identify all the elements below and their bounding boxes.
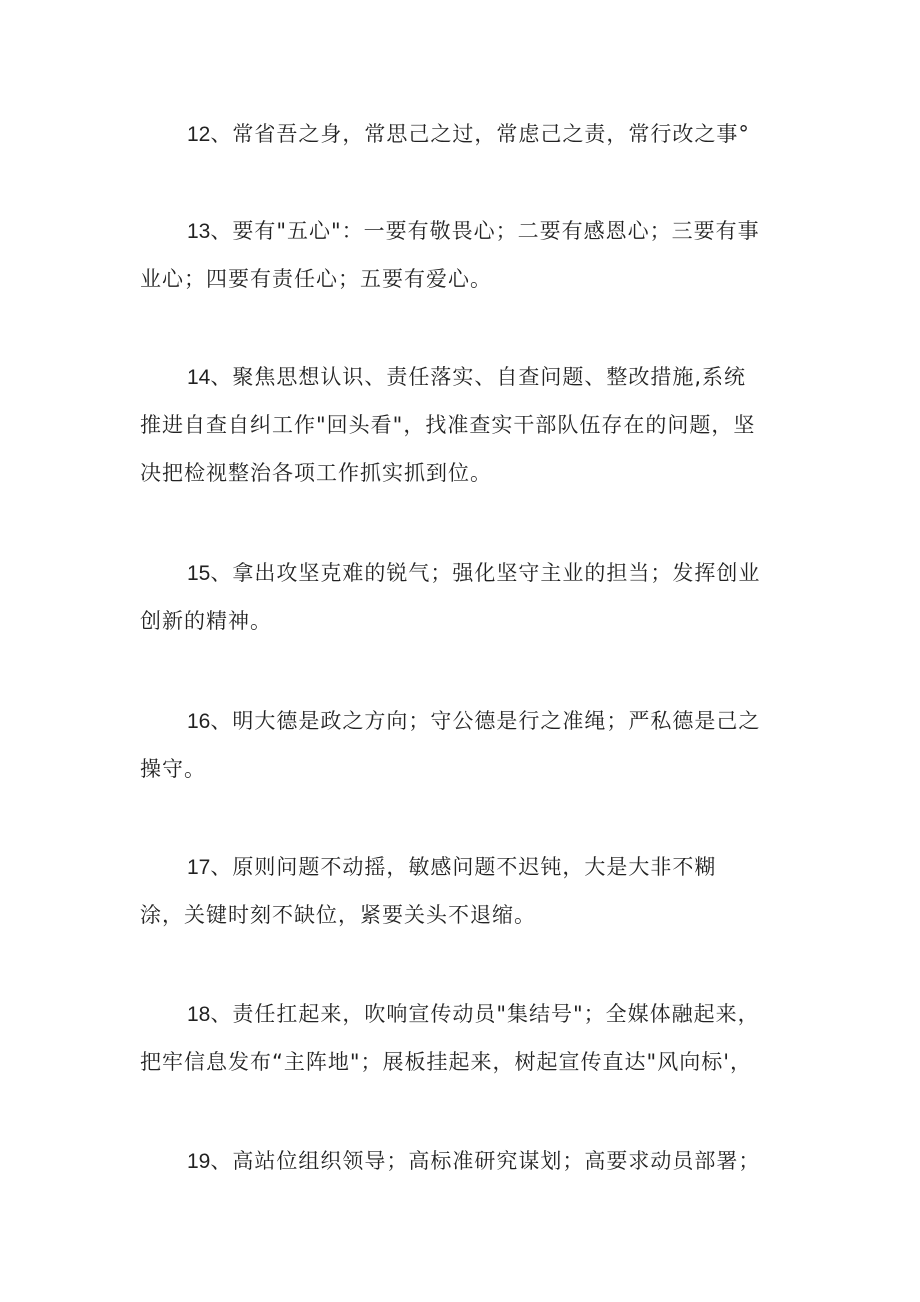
item-text: 、明大德是政之方向；守公德是行之准绳；严私德是己之	[210, 709, 761, 733]
item-number: 18	[187, 1003, 211, 1026]
item-number: 14	[187, 366, 211, 389]
list-item-17	[140, 843, 790, 939]
item-text: 、要有"五心"：一要有敬畏心；二要有感恩心；三要有事	[210, 219, 760, 243]
paragraph-line	[140, 1137, 790, 1185]
paragraph-line	[140, 207, 790, 255]
paragraph-line	[140, 353, 790, 401]
paragraph-line	[140, 990, 790, 1038]
item-number: 15	[187, 562, 211, 585]
paragraph-line: 决把检视整治各项工作抓实抓到位。	[140, 461, 492, 485]
item-text: 、常省吾之身，常思己之过，常虑己之责，常行改之事°	[210, 122, 750, 146]
item-text: 、责任扛起来，吹响宣传动员"集结号"；全媒体融起来，	[210, 1002, 760, 1026]
list-item-14	[140, 353, 790, 497]
item-number: 13	[187, 220, 211, 243]
paragraph-line: 把牢信息发布“主阵地"；展板挂起来，树起宣传直达"风向标'，	[140, 1050, 752, 1074]
item-number: 16	[187, 710, 211, 733]
item-number: 17	[187, 856, 211, 879]
item-number: 19	[187, 1150, 211, 1173]
paragraph-line	[140, 843, 790, 891]
paragraph-line: 业心；四要有责任心；五要有爱心。	[140, 267, 492, 291]
paragraph-line	[140, 549, 790, 597]
item-number: 12	[187, 123, 211, 146]
list-item-13	[140, 207, 790, 303]
item-text: 、原则问题不动摇，敏感问题不迟钝，大是大非不糊	[210, 855, 717, 879]
item-text: 、拿出攻坚克难的锐气；强化坚守主业的担当；发挥创业	[210, 561, 761, 585]
list-item-19	[140, 1137, 790, 1185]
paragraph-line: 操守。	[140, 757, 206, 781]
item-text: 、高站位组织领导；高标准研究谋划；高要求动员部署；	[210, 1149, 761, 1173]
list-item-18	[140, 990, 790, 1086]
paragraph-line: 涂，关键时刻不缺位，紧要关头不退缩。	[140, 903, 536, 927]
paragraph-line	[140, 110, 790, 158]
paragraph-line	[140, 697, 790, 745]
list-item-12	[140, 110, 790, 158]
list-item-16	[140, 697, 790, 793]
item-text: 、聚焦思想认识、责任落实、自查问题、整改措施,系统	[210, 365, 747, 389]
paragraph-line: 创新的精神。	[140, 609, 272, 633]
paragraph-line: 推进自查自纠工作"回头看"，找准查实干部队伍存在的问题，坚	[140, 413, 756, 437]
list-item-15	[140, 549, 790, 645]
